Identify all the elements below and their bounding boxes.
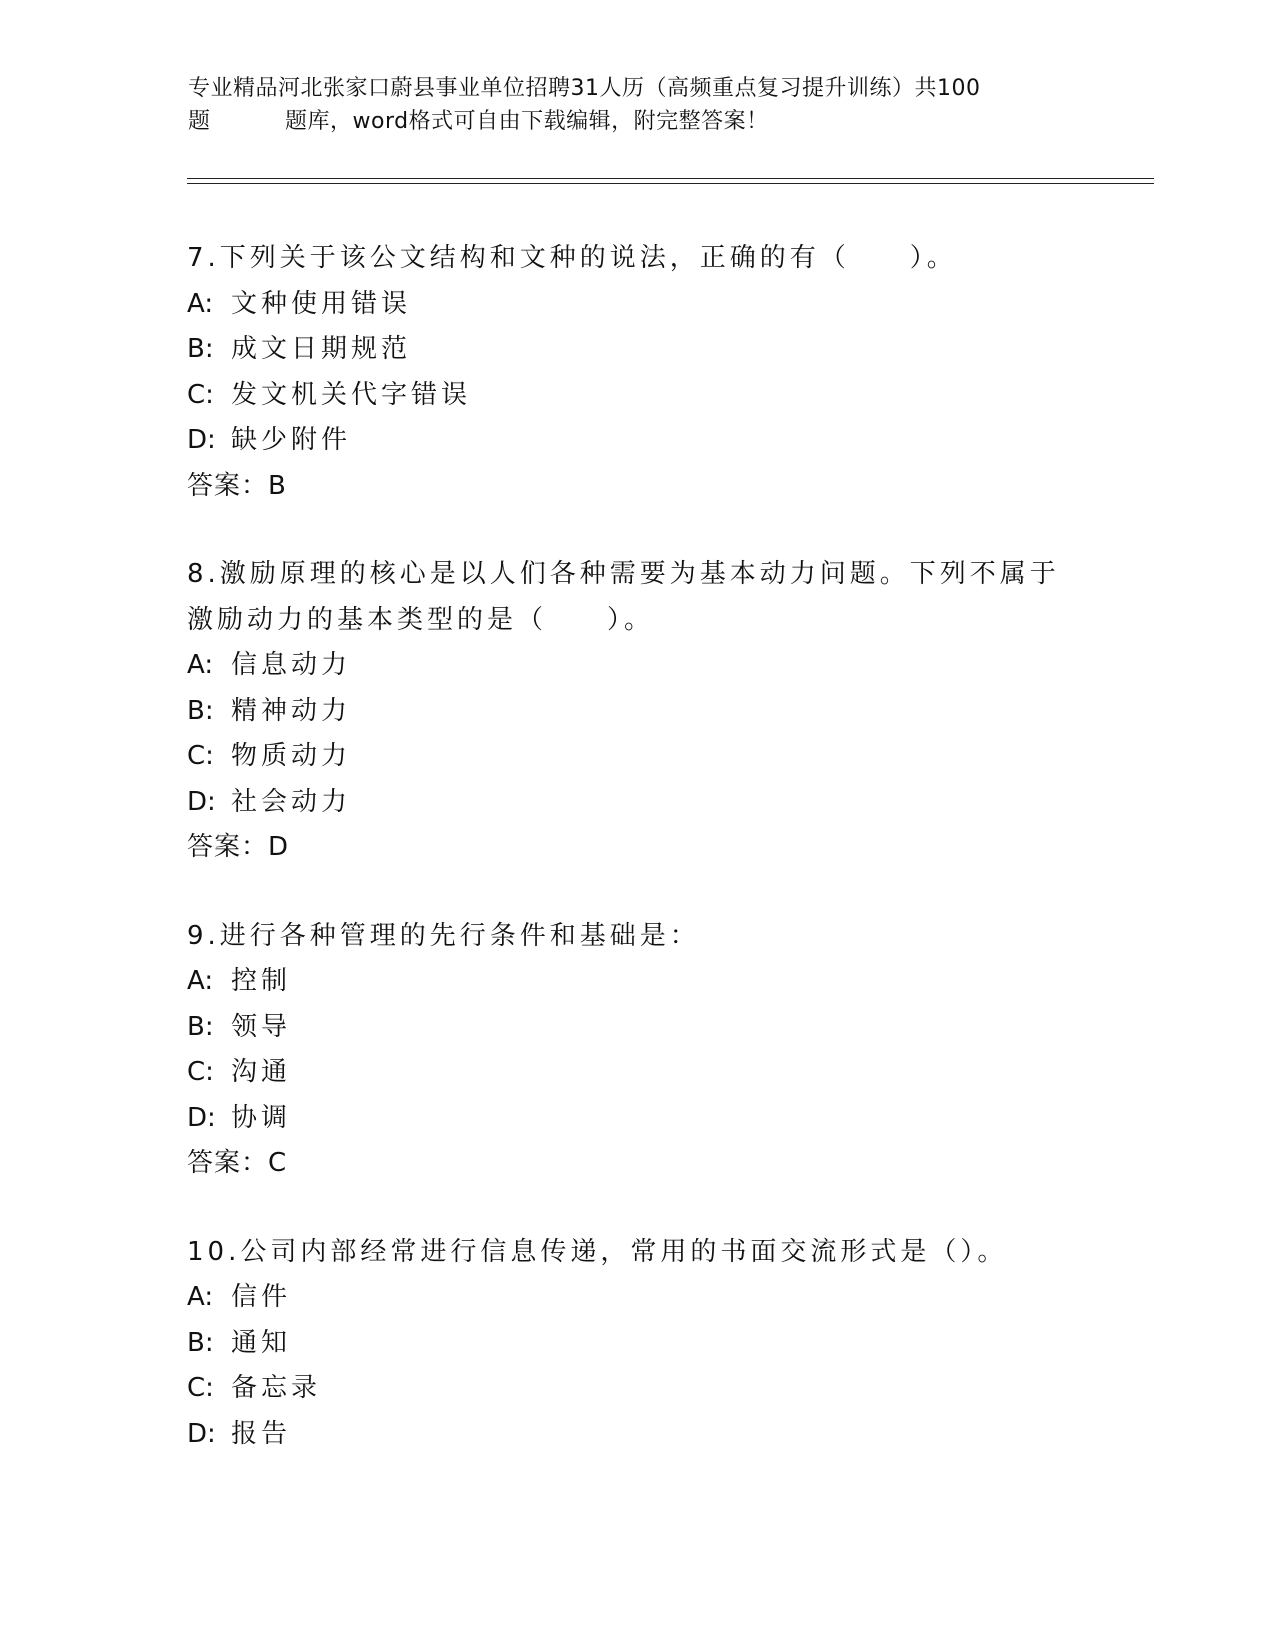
option-text: 信件	[231, 1282, 292, 1312]
question-list	[187, 236, 1087, 1500]
option-a	[187, 643, 1087, 689]
option-letter: A:	[187, 288, 214, 319]
option-b	[187, 1005, 1087, 1051]
answer-line: 答案：B	[187, 470, 287, 501]
option-text: 缺少附件	[231, 425, 352, 455]
option-d	[187, 780, 1087, 826]
option-text: 控制	[231, 966, 292, 996]
option-text: 通知	[231, 1327, 292, 1358]
option-text: 精神动力	[231, 695, 352, 726]
option-d	[187, 1412, 1087, 1458]
option-letter: A:	[187, 650, 214, 680]
option-text: 备忘录	[231, 1373, 322, 1403]
option-letter: B:	[187, 1011, 214, 1042]
question-title: 9.进行各种管理的先行条件和基础是：	[187, 920, 700, 951]
option-letter: B:	[187, 334, 214, 364]
header-divider	[187, 178, 1154, 184]
header-title-line-2	[188, 105, 1068, 138]
option-text: 物质动力	[231, 741, 352, 771]
option-a	[187, 959, 1087, 1005]
option-text: 文种使用错误	[231, 288, 412, 319]
option-letter: C:	[187, 1057, 214, 1087]
question-8	[187, 552, 1087, 871]
option-letter: C:	[187, 379, 214, 410]
question-9	[187, 914, 1087, 1187]
question-7	[187, 236, 1087, 509]
option-letter: B:	[187, 695, 214, 726]
option-letter: B:	[187, 1327, 214, 1358]
question-title: 7.下列关于该公文结构和文种的说法，正确的有（ ）。	[187, 243, 957, 273]
option-letter: D:	[187, 1418, 216, 1449]
option-letter: D:	[187, 1102, 216, 1133]
option-letter: C:	[187, 1373, 214, 1403]
option-text: 沟通	[231, 1057, 292, 1087]
option-text: 社会动力	[231, 786, 352, 817]
question-title: 8.激励原理的核心是以人们各种需要为基本动力问题。下列不属于激励动力的基本类型的是（ ）。	[187, 559, 1060, 635]
option-b	[187, 1321, 1087, 1367]
option-a	[187, 1275, 1087, 1321]
option-c	[187, 373, 1087, 419]
option-d	[187, 1096, 1087, 1142]
option-letter: C:	[187, 741, 214, 771]
page-header	[188, 72, 1068, 138]
option-c	[187, 1050, 1087, 1096]
header-title-line-1: 专业精品河北张家口蔚县事业单位招聘31人历（高频重点复习提升训练）共100	[188, 76, 981, 101]
answer-line: 答案：C	[187, 1148, 288, 1178]
question-title: 10.公司内部经常进行信息传递，常用的书面交流形式是（）。	[187, 1236, 1008, 1267]
answer-line: 答案：D	[187, 832, 290, 862]
option-text: 领导	[231, 1011, 292, 1042]
option-letter: A:	[187, 966, 214, 996]
header-title-word: 题	[188, 109, 211, 134]
option-text: 成文日期规范	[231, 334, 412, 364]
option-letter: D:	[187, 786, 216, 817]
option-text: 协调	[231, 1102, 292, 1133]
option-letter: A:	[187, 1282, 214, 1312]
option-text: 信息动力	[231, 650, 352, 680]
option-a	[187, 282, 1087, 328]
option-b	[187, 327, 1087, 373]
option-b	[187, 689, 1087, 735]
option-text: 发文机关代字错误	[231, 379, 472, 410]
option-d	[187, 418, 1087, 464]
option-text: 报告	[231, 1418, 292, 1449]
option-c	[187, 734, 1087, 780]
header-title-rest: 题库，word格式可自由下载编辑，附完整答案！	[285, 109, 769, 134]
question-10	[187, 1230, 1087, 1458]
option-c	[187, 1366, 1087, 1412]
option-letter: D:	[187, 425, 216, 455]
